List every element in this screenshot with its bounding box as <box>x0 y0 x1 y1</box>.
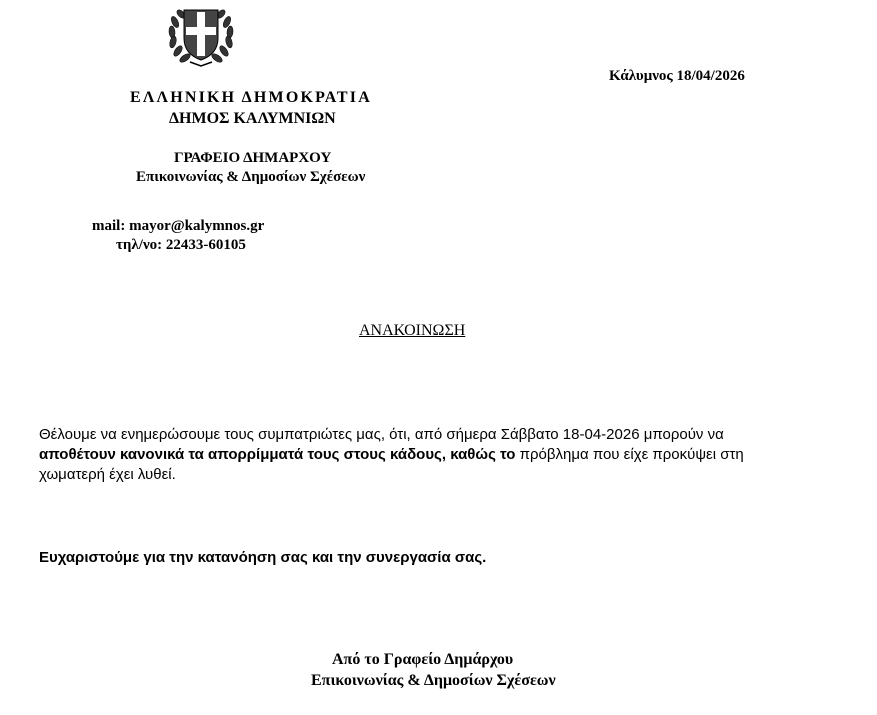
contact-phone: τηλ/νο: 22433-60105 <box>116 237 246 253</box>
body-line-2-rest: πρόβλημα που είχε προκύψει στη <box>515 446 744 463</box>
body-line-2-bold: αποθέτουν κανονικά τα απορρίμματά τους στους κάδους, καθώς το <box>39 446 516 463</box>
municipality-name: ΔΗΜΟΣ ΚΑΛΥΜΝΙΩΝ <box>169 110 336 127</box>
announcement-title: ΑΝΑΚΟΙΝΩΣΗ <box>359 322 466 339</box>
body-line-2 <box>39 445 829 465</box>
thanks-message: Ευχαριστούμε για την κατανόηση σας και την συνεργασία σας. <box>39 549 487 566</box>
coat-of-arms-icon <box>166 2 236 68</box>
country-name: ΕΛΛΗΝΙΚΗ ΔΗΜΟΚΡΑΤΙΑ <box>130 89 372 106</box>
announcement-body <box>39 425 829 485</box>
document-date: Κάλυμνος 18/04/2026 <box>609 68 745 84</box>
office-title: ΓΡΑΦΕΙΟ ΔΗΜΑΡΧΟΥ <box>174 150 332 166</box>
office-subtitle: Επικοινωνίας & Δημοσίων Σχέσεων <box>136 169 366 185</box>
signature-line-2: Επικοινωνίας & Δημοσίων Σχέσεων <box>311 672 556 689</box>
contact-email: mail: mayor@kalymnos.gr <box>92 218 265 234</box>
body-line-1: Θέλουμε να ενημερώσουμε τους συμπατριώτες μας, ότι, από σήμερα Σάββατο 18-04-2026 μπορούν να <box>39 426 724 443</box>
signature-line-1: Από το Γραφείο Δημάρχου <box>332 651 514 668</box>
body-line-3: χωματερή έχει λυθεί. <box>39 466 176 483</box>
